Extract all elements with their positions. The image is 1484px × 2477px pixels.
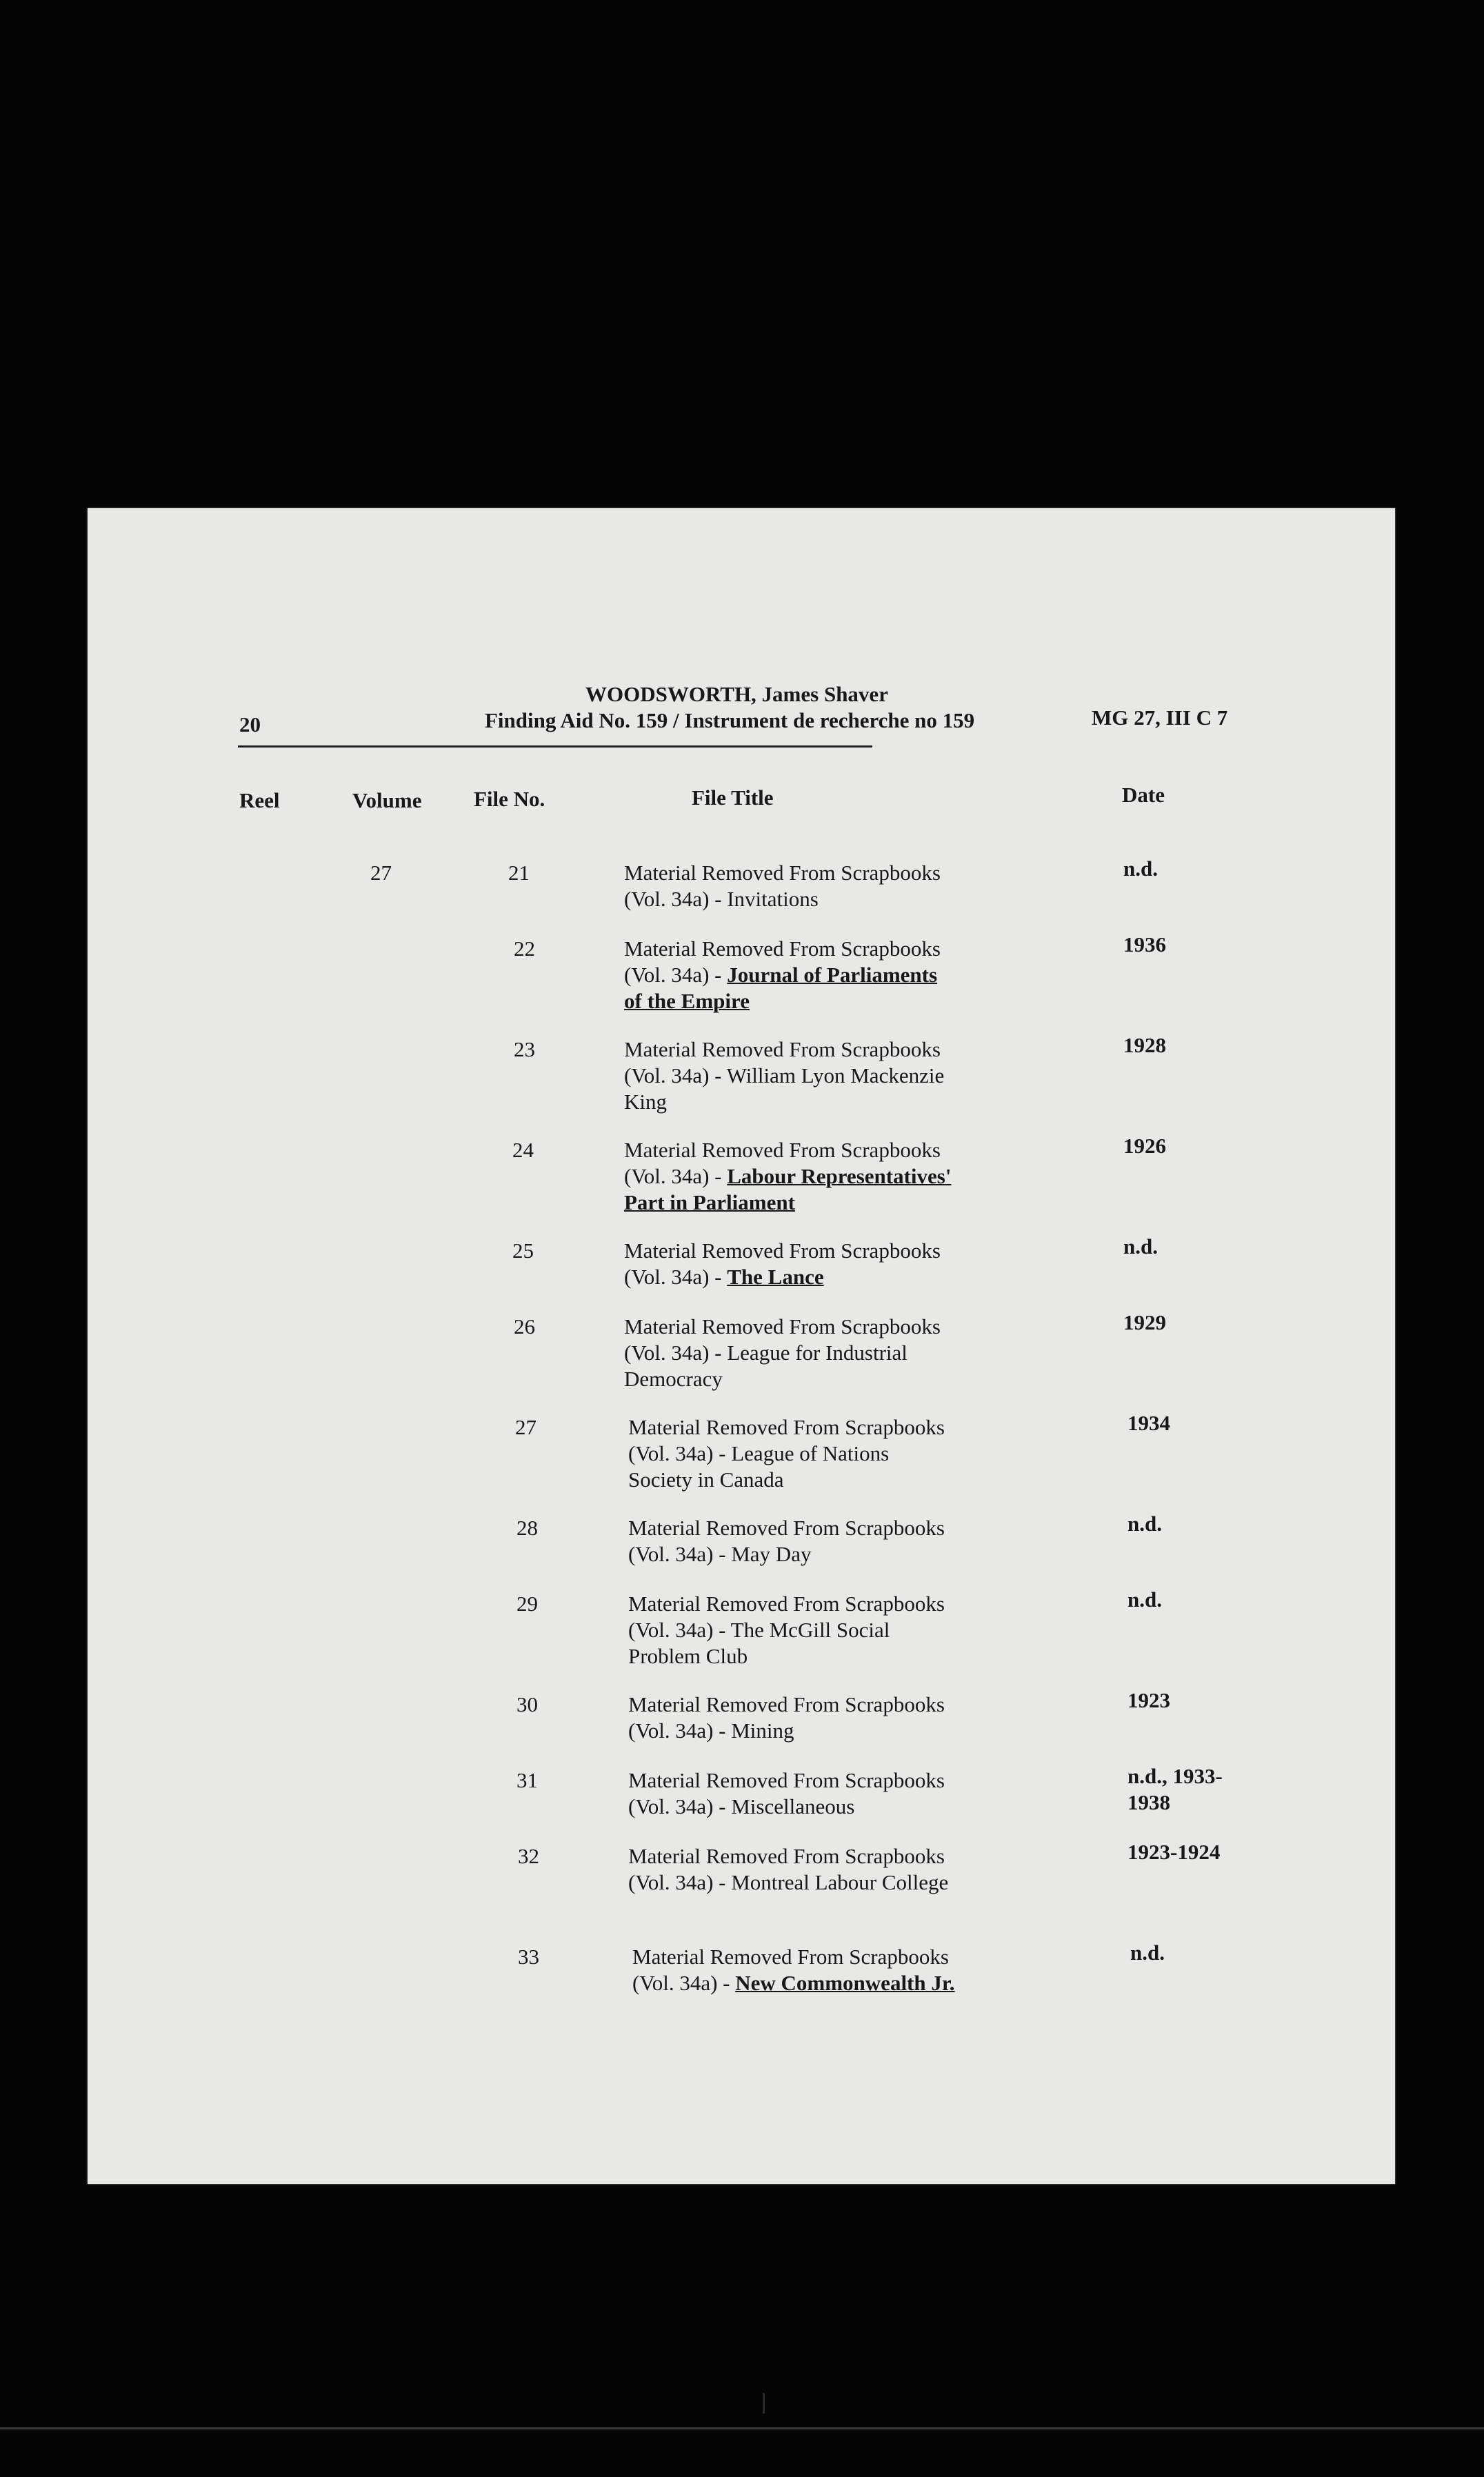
file-title-line: Material Removed From Scrapbooks [624,936,941,961]
file-title-line: Material Removed From Scrapbooks [628,1844,945,1868]
date-cell [1123,932,1166,958]
file-title-cell [628,1515,945,1567]
publication-title: Labour Representatives' [727,1164,952,1188]
file-title-line [624,1190,951,1216]
file-title-cell [624,1314,941,1392]
finding-aid-title: Finding Aid No. 159 / Instrument de recherche no 159 [485,708,975,732]
file-title-line [632,1970,955,1996]
date-text: n.d. [1130,1941,1165,1965]
date-text: 1923-1924 [1127,1840,1221,1864]
file-title-text: (Vol. 34a) - May Day [628,1542,812,1566]
file-title-line: Material Removed From Scrapbooks [628,1692,945,1716]
file-number-cell: 22 [514,936,535,961]
file-number-cell: 32 [518,1844,539,1868]
file-title-text: King [624,1090,667,1114]
date-cell [1123,856,1158,882]
date-text: 1928 [1123,1033,1166,1057]
file-title-line: Material Removed From Scrapbooks [624,1037,941,1061]
file-number-cell: 33 [518,1945,539,1969]
file-title-cell [628,1767,945,1820]
column-header-date: Date [1122,783,1165,807]
date-text: n.d. [1123,1234,1158,1258]
file-title-line [624,1063,944,1089]
file-title-cell [628,1843,948,1896]
file-title-line [624,988,941,1014]
date-cell [1127,1763,1223,1816]
file-title-line [628,1467,945,1493]
date-cell [1127,1410,1170,1436]
file-title-cell [632,1944,955,1996]
file-title-text: (Vol. 34a) - League of Nations [628,1441,890,1465]
page-number: 20 [239,712,261,736]
date-text: 1936 [1123,932,1166,956]
file-title-text: (Vol. 34a) - League for Industrial [624,1341,908,1365]
file-number-cell: 21 [508,861,530,885]
column-header-reel: Reel [239,788,280,812]
file-number-cell: 26 [514,1314,535,1338]
date-text: 1929 [1123,1310,1166,1334]
date-text: 1934 [1127,1411,1170,1435]
publication-title: of the Empire [624,989,750,1013]
date-cell [1123,1133,1166,1159]
column-header-file-title: File Title [692,785,774,810]
file-title-cell [628,1414,945,1493]
file-title-text: (Vol. 34a) - Miscellaneous [628,1794,855,1818]
file-title-line [624,1340,941,1366]
file-title-line: Material Removed From Scrapbooks [628,1415,945,1439]
date-cell [1123,1310,1166,1336]
file-title-cell [624,860,941,912]
file-title-text: (Vol. 34a) - William Lyon Mackenzie [624,1063,945,1087]
file-title-cell [628,1591,945,1669]
publication-title: Part in Parliament [624,1190,795,1214]
file-title-line [628,1794,945,1820]
publication-title: Journal of Parliaments [727,963,938,987]
date-cell [1127,1587,1162,1613]
file-title-text: (Vol. 34a) - [624,1265,728,1289]
publication-title: New Commonwealth Jr. [735,1971,955,1995]
file-title-cell [624,1238,941,1290]
file-number-cell: 28 [517,1516,538,1540]
file-title-line: Material Removed From Scrapbooks [624,1138,941,1162]
file-title-text: (Vol. 34a) - Mining [628,1718,794,1743]
file-title-cell [628,1692,945,1744]
file-title-text: Society in Canada [628,1467,784,1492]
date-cell [1130,1940,1165,1966]
file-title-cell [624,1036,944,1115]
document-page [88,508,1395,2184]
reference-code: MG 27, III C 7 [1092,705,1228,730]
file-title-line [628,1643,945,1669]
date-text: n.d. [1123,856,1158,881]
file-title-text: Democracy [624,1367,723,1391]
date-text: n.d. [1127,1587,1162,1612]
file-title-line: Material Removed From Scrapbooks [628,1592,945,1616]
file-number-cell: 23 [514,1037,535,1061]
date-cell [1127,1839,1220,1865]
file-title-text: Problem Club [628,1644,748,1668]
file-title-text: (Vol. 34a) - [624,1164,728,1188]
file-number-cell: 24 [512,1138,534,1162]
scan-mark [763,2393,765,2414]
date-text: 1938 [1127,1790,1170,1814]
date-text: 1923 [1127,1688,1170,1712]
file-title-line [624,1264,941,1290]
file-title-line [628,1718,945,1744]
file-number-cell: 27 [515,1415,537,1439]
file-title-line: Material Removed From Scrapbooks [632,1945,949,1969]
collection-title: WOODSWORTH, James Shaver [585,682,888,706]
file-title-text: (Vol. 34a) - Montreal Labour College [628,1870,949,1894]
file-title-line [624,886,941,912]
column-header-file-no: File No. [474,787,545,811]
date-cell [1127,1687,1170,1714]
date-cell [1123,1032,1166,1059]
file-title-line [624,1366,941,1392]
file-title-line [628,1869,948,1896]
file-title-cell [624,1137,951,1216]
file-title-line [628,1441,945,1467]
file-title-line [624,1163,951,1190]
volume-cell: 27 [370,861,392,885]
file-title-line [624,1089,944,1115]
file-title-line: Material Removed From Scrapbooks [624,861,941,885]
date-cell [1127,1511,1162,1537]
file-title-line [624,962,941,988]
file-title-line: Material Removed From Scrapbooks [624,1314,941,1338]
file-number-cell: 31 [517,1768,538,1792]
column-header-volume: Volume [352,788,422,812]
file-title-text: (Vol. 34a) - The McGill Social [628,1618,890,1642]
file-number-cell: 25 [512,1238,534,1263]
file-title-line: Material Removed From Scrapbooks [624,1238,941,1263]
file-title-line: Material Removed From Scrapbooks [628,1768,945,1792]
file-title-text: (Vol. 34a) - Invitations [624,887,819,911]
date-text: n.d., 1933- [1127,1764,1223,1788]
file-title-line [628,1541,945,1567]
file-title-cell [624,936,941,1014]
file-number-cell: 29 [517,1592,538,1616]
date-text: 1926 [1123,1134,1166,1158]
file-title-line [628,1617,945,1643]
publication-title: The Lance [727,1265,824,1289]
scan-edge-rule [0,2427,1484,2429]
date-text: n.d. [1127,1512,1162,1536]
header-rule [238,745,872,748]
file-title-line: Material Removed From Scrapbooks [628,1516,945,1540]
file-number-cell: 30 [517,1692,538,1716]
date-cell [1123,1234,1158,1260]
file-title-text: (Vol. 34a) - [632,1971,736,1995]
file-title-text: (Vol. 34a) - [624,963,728,987]
